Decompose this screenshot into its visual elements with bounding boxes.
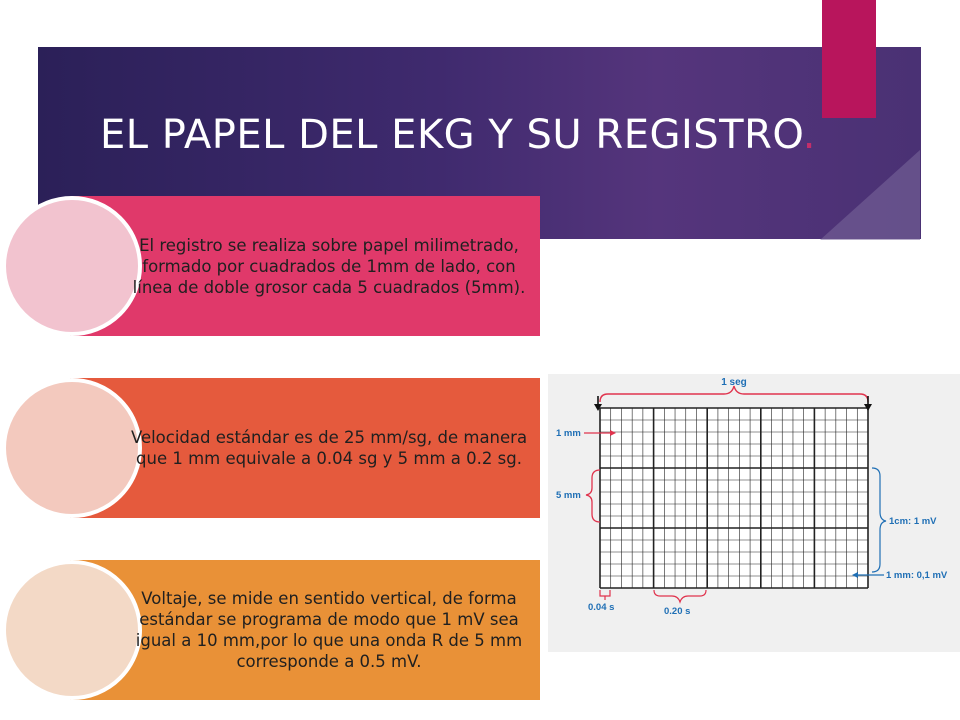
info-item-voltage [0,560,540,700]
label-020s: 0.20 s [664,606,691,617]
bracket-5mm [586,470,600,522]
grid-background [600,408,868,588]
bracket-004s [600,590,610,596]
slide-title-dot: . [802,112,816,158]
bracket-1cm [872,468,886,572]
label-1seg: 1 seg [721,377,747,388]
banner-fold [820,150,920,240]
bracket-1seg [600,386,868,402]
label-1cm-1mv: 1cm: 1 mV [889,516,937,527]
info-item-paper [0,196,540,336]
info-text-speed: Velocidad estándar es de 25 mm/sg, de manera que 1 mm equivale a 0.04 sg y 5 mm a 0.2 sg. [130,428,528,468]
info-text-voltage: Voltaje, se mide en sentido vertical, de forma estándar se programa de modo que 1 mV sea igual a 10 mm,por lo que una onda R de 5 mm corresponde a 0.5 mV. [135,589,523,671]
label-1mm-01mv: 1 mm: 0,1 mV [886,570,948,581]
ekg-paper-figure [548,374,960,652]
info-text-paper: El registro se realiza sobre papel milimetrado, formado por cuadrados de 1mm de lado, con línea de doble grosor cada 5 cuadrados (5mm). [132,235,526,297]
info-item-speed [0,378,540,518]
slide-title [100,112,816,158]
label-5mm: 5 mm [556,490,581,501]
bracket-020s [654,590,706,602]
accent-bar [822,0,876,118]
ekg-grid [600,408,868,588]
label-1mm: 1 mm [556,428,581,439]
slide-title-text: EL PAPEL DEL EKG Y SU REGISTRO [100,112,803,158]
label-004s: 0.04 s [588,602,615,613]
ekg-grid-diagram [548,374,960,652]
